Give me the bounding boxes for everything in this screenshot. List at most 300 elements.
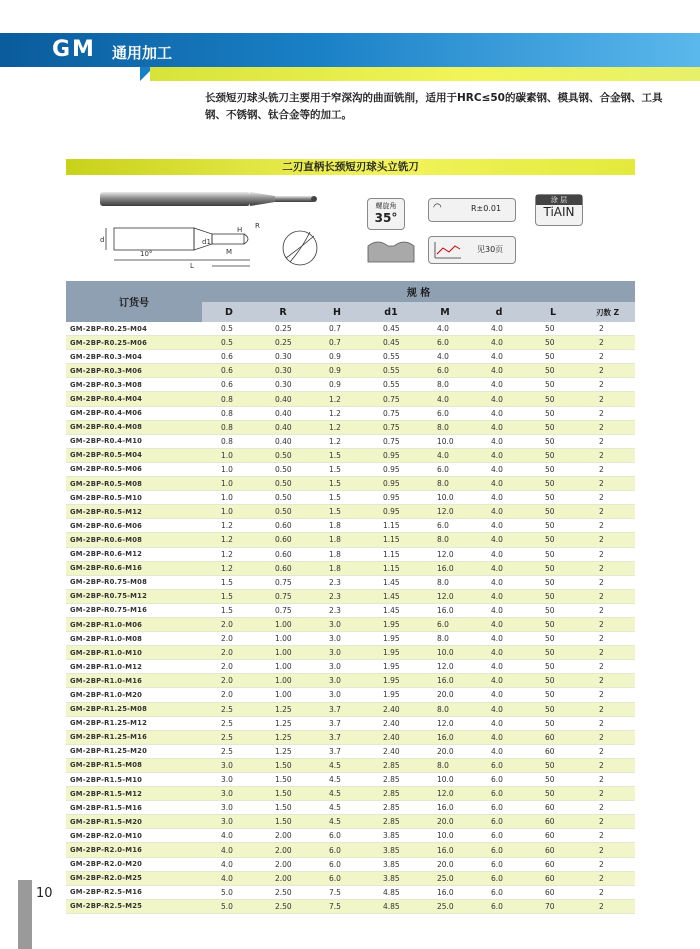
spec-cell: 1.95 — [364, 632, 418, 646]
spec-cell: 1.2 — [202, 519, 256, 533]
column-header: d — [472, 302, 526, 322]
spec-cell: 0.95 — [364, 505, 418, 519]
spec-cell: 0.8 — [202, 434, 256, 448]
column-header: R — [256, 302, 310, 322]
workpiece-icon — [366, 236, 416, 264]
spec-cell: 4.0 — [472, 589, 526, 603]
spec-cell: 16.0 — [418, 885, 472, 899]
table-row — [66, 519, 635, 533]
spec-cell: 2 — [580, 674, 635, 688]
table-row — [66, 857, 635, 871]
spec-cell: 6.0 — [472, 758, 526, 772]
spec-cell: 1.2 — [310, 434, 364, 448]
spec-cell: 4.5 — [310, 758, 364, 772]
spec-cell: 4.0 — [472, 322, 526, 336]
spec-cell: 20.0 — [418, 744, 472, 758]
spec-cell: 50 — [526, 336, 580, 350]
spec-cell: 2 — [580, 787, 635, 801]
spec-cell: 4.0 — [472, 730, 526, 744]
order-number-cell: GM-2BP-R0.3-M06 — [66, 364, 202, 378]
end-view-icon — [280, 228, 320, 268]
spec-cell: 2 — [580, 660, 635, 674]
spec-cell: 4.0 — [472, 434, 526, 448]
order-number-cell: GM-2BP-R0.4-M10 — [66, 434, 202, 448]
table-row — [66, 406, 635, 420]
spec-cell: 6.0 — [418, 462, 472, 476]
spec-header: 规 格 — [202, 281, 635, 302]
spec-cell: 4.0 — [202, 857, 256, 871]
spec-cell: 0.30 — [256, 364, 310, 378]
spec-cell: 3.0 — [310, 617, 364, 631]
spec-cell: 10.0 — [418, 773, 472, 787]
order-number-cell: GM-2BP-R1.5-M10 — [66, 773, 202, 787]
order-number-cell: GM-2BP-R0.6-M12 — [66, 547, 202, 561]
radius-tolerance: R±0.01 — [471, 204, 502, 213]
spec-cell: 0.60 — [256, 519, 310, 533]
spec-cell: 0.8 — [202, 406, 256, 420]
spec-cell: 8.0 — [418, 477, 472, 491]
column-header: D — [202, 302, 256, 322]
table-row — [66, 462, 635, 476]
header-stripe — [150, 67, 700, 81]
table-row — [66, 871, 635, 885]
spec-cell: 2 — [580, 448, 635, 462]
spec-cell: 1.8 — [310, 561, 364, 575]
spec-cell: 4.0 — [472, 505, 526, 519]
spec-cell: 50 — [526, 787, 580, 801]
table-row — [66, 364, 635, 378]
tool-photo — [100, 184, 330, 214]
spec-cell: 4.0 — [472, 336, 526, 350]
spec-cell: 0.45 — [364, 322, 418, 336]
table-row — [66, 533, 635, 547]
order-number-cell: GM-2BP-R0.5-M04 — [66, 448, 202, 462]
spec-cell: 2 — [580, 322, 635, 336]
spec-cell: 0.75 — [256, 603, 310, 617]
table-row — [66, 801, 635, 815]
table-row — [66, 632, 635, 646]
spec-cell: 16.0 — [418, 603, 472, 617]
spec-cell: 4.0 — [472, 519, 526, 533]
table-row — [66, 561, 635, 575]
table-row — [66, 716, 635, 730]
spec-cell: 50 — [526, 519, 580, 533]
spec-cell: 2 — [580, 843, 635, 857]
spec-cell: 10.0 — [418, 491, 472, 505]
table-row — [66, 448, 635, 462]
table-row — [66, 688, 635, 702]
spec-cell: 8.0 — [418, 378, 472, 392]
table-row — [66, 646, 635, 660]
spec-cell: 4.0 — [418, 350, 472, 364]
spec-cell: 60 — [526, 885, 580, 899]
spec-cell: 7.5 — [310, 899, 364, 913]
spec-cell: 2.3 — [310, 603, 364, 617]
ballnose-icon: ◠ — [433, 202, 442, 213]
spec-cell: 6.0 — [472, 843, 526, 857]
label-m: M — [226, 248, 233, 256]
spec-cell: 4.0 — [472, 448, 526, 462]
spec-cell: 3.85 — [364, 829, 418, 843]
spec-cell: 2 — [580, 462, 635, 476]
spec-cell: 4.0 — [472, 632, 526, 646]
order-number-cell: GM-2BP-R0.4-M04 — [66, 392, 202, 406]
spec-cell: 2 — [580, 589, 635, 603]
spec-cell: 4.0 — [472, 660, 526, 674]
label-h: H — [237, 226, 243, 234]
order-number-cell: GM-2BP-R1.0-M08 — [66, 632, 202, 646]
spec-cell: 50 — [526, 773, 580, 787]
spec-cell: 4.0 — [472, 617, 526, 631]
spec-cell: 50 — [526, 547, 580, 561]
spec-cell: 6.0 — [310, 871, 364, 885]
spec-cell: 4.0 — [472, 406, 526, 420]
spec-cell: 2 — [580, 336, 635, 350]
spec-cell: 1.15 — [364, 519, 418, 533]
spec-cell: 2.85 — [364, 815, 418, 829]
spec-cell: 1.50 — [256, 801, 310, 815]
spec-cell: 0.45 — [364, 336, 418, 350]
table-row — [66, 547, 635, 561]
spec-cell: 7.5 — [310, 885, 364, 899]
spec-cell: 2 — [580, 406, 635, 420]
spec-cell: 2 — [580, 575, 635, 589]
spec-cell: 3.85 — [364, 843, 418, 857]
spec-cell: 0.6 — [202, 378, 256, 392]
spec-cell: 2 — [580, 505, 635, 519]
spec-cell: 4.0 — [472, 392, 526, 406]
spec-cell: 0.50 — [256, 505, 310, 519]
spec-cell: 1.2 — [310, 420, 364, 434]
spec-cell: 4.0 — [202, 829, 256, 843]
spec-cell: 12.0 — [418, 505, 472, 519]
helix-label: 螺旋角 — [375, 202, 397, 210]
spec-cell: 50 — [526, 364, 580, 378]
spec-cell: 2 — [580, 632, 635, 646]
spec-cell: 60 — [526, 857, 580, 871]
order-number-cell: GM-2BP-R1.0-M12 — [66, 660, 202, 674]
order-number-cell: GM-2BP-R0.5-M10 — [66, 491, 202, 505]
order-number-cell: GM-2BP-R1.0-M20 — [66, 688, 202, 702]
spec-cell: 1.50 — [256, 773, 310, 787]
spec-cell: 2 — [580, 688, 635, 702]
spec-cell: 1.50 — [256, 815, 310, 829]
spec-cell: 2.00 — [256, 843, 310, 857]
spec-cell: 0.40 — [256, 420, 310, 434]
table-row — [66, 603, 635, 617]
spec-cell: 6.0 — [310, 843, 364, 857]
table-row — [66, 660, 635, 674]
spec-cell: 2 — [580, 899, 635, 913]
spec-cell: 2 — [580, 773, 635, 787]
spec-cell: 1.25 — [256, 702, 310, 716]
spec-cell: 2 — [580, 561, 635, 575]
spec-cell: 1.5 — [202, 575, 256, 589]
spec-cell: 1.5 — [310, 477, 364, 491]
order-number-cell: GM-2BP-R1.25-M08 — [66, 702, 202, 716]
table-row — [66, 730, 635, 744]
spec-cell: 4.0 — [418, 392, 472, 406]
spec-cell: 20.0 — [418, 857, 472, 871]
spec-cell: 3.0 — [202, 758, 256, 772]
spec-cell: 4.0 — [472, 378, 526, 392]
spec-cell: 50 — [526, 758, 580, 772]
spec-cell: 8.0 — [418, 758, 472, 772]
spec-cell: 1.00 — [256, 674, 310, 688]
spec-cell: 0.75 — [364, 406, 418, 420]
table-row — [66, 843, 635, 857]
spec-cell: 25.0 — [418, 899, 472, 913]
spec-cell: 1.5 — [310, 491, 364, 505]
intro-text: 长颈短刃球头铣刀主要用于窄深沟的曲面铣削，适用于HRC≤50的碳素钢、模具钢、合金钢、工具钢、不锈钢、钛合金等的加工。 — [205, 92, 663, 121]
spec-cell: 12.0 — [418, 660, 472, 674]
spec-cell: 4.0 — [472, 688, 526, 702]
page-edge-bar — [18, 880, 32, 949]
order-number-cell: GM-2BP-R1.25-M16 — [66, 730, 202, 744]
spec-cell: 3.0 — [202, 787, 256, 801]
table-row — [66, 434, 635, 448]
table-row — [66, 491, 635, 505]
spec-cell: 1.15 — [364, 561, 418, 575]
spec-cell: 50 — [526, 716, 580, 730]
spec-cell: 6.0 — [418, 336, 472, 350]
spec-cell: 4.0 — [472, 702, 526, 716]
spec-cell: 2 — [580, 364, 635, 378]
order-number-cell: GM-2BP-R1.0-M16 — [66, 674, 202, 688]
spec-cell: 1.95 — [364, 646, 418, 660]
table-row — [66, 829, 635, 843]
column-header: d1 — [364, 302, 418, 322]
spec-cell: 3.7 — [310, 702, 364, 716]
spec-cell: 3.0 — [202, 801, 256, 815]
table-row — [66, 744, 635, 758]
spec-cell: 0.50 — [256, 477, 310, 491]
spec-cell: 12.0 — [418, 589, 472, 603]
spec-cell: 2 — [580, 801, 635, 815]
spec-cell: 4.5 — [310, 773, 364, 787]
spec-cell: 4.0 — [472, 477, 526, 491]
order-number-cell: GM-2BP-R0.6-M16 — [66, 561, 202, 575]
column-header: L — [526, 302, 580, 322]
spec-cell: 1.45 — [364, 575, 418, 589]
table-row — [66, 674, 635, 688]
order-number-cell: GM-2BP-R1.5-M12 — [66, 787, 202, 801]
spec-cell: 1.2 — [202, 547, 256, 561]
order-number-cell: GM-2BP-R0.3-M04 — [66, 350, 202, 364]
spec-cell: 0.8 — [202, 420, 256, 434]
spec-cell: 5.0 — [202, 899, 256, 913]
product-title: 二刃直柄长颈短刃球头立铣刀 — [282, 161, 419, 173]
order-number-cell: GM-2BP-R1.25-M20 — [66, 744, 202, 758]
spec-cell: 2.0 — [202, 688, 256, 702]
spec-cell: 16.0 — [418, 674, 472, 688]
spec-cell: 0.50 — [256, 448, 310, 462]
order-number-cell: GM-2BP-R0.75-M08 — [66, 575, 202, 589]
spec-cell: 1.95 — [364, 617, 418, 631]
table-row — [66, 899, 635, 913]
spec-cell: 12.0 — [418, 547, 472, 561]
spec-cell: 50 — [526, 632, 580, 646]
spec-cell: 4.0 — [472, 674, 526, 688]
order-number-cell: GM-2BP-R2.0-M20 — [66, 857, 202, 871]
table-row — [66, 773, 635, 787]
spec-cell: 0.75 — [364, 420, 418, 434]
order-number-cell: GM-2BP-R1.5-M20 — [66, 815, 202, 829]
spec-cell: 50 — [526, 350, 580, 364]
spec-cell: 1.2 — [310, 406, 364, 420]
table-row — [66, 815, 635, 829]
spec-cell: 50 — [526, 434, 580, 448]
spec-cell: 20.0 — [418, 815, 472, 829]
spec-cell: 0.30 — [256, 378, 310, 392]
spec-cell: 4.0 — [472, 533, 526, 547]
spec-cell: 50 — [526, 462, 580, 476]
spec-cell: 1.45 — [364, 589, 418, 603]
cutting-data-badge — [428, 236, 516, 264]
spec-cell: 0.9 — [310, 350, 364, 364]
spec-cell: 0.5 — [202, 336, 256, 350]
label-angle: 10° — [140, 250, 153, 258]
table-row — [66, 350, 635, 364]
spec-cell: 4.0 — [472, 462, 526, 476]
coating-value: TiAIN — [543, 205, 575, 219]
spec-cell: 0.40 — [256, 406, 310, 420]
table-row — [66, 589, 635, 603]
spec-cell: 0.7 — [310, 336, 364, 350]
spec-cell: 0.5 — [202, 322, 256, 336]
spec-cell: 4.0 — [472, 603, 526, 617]
spec-cell: 3.0 — [310, 660, 364, 674]
spec-cell: 0.95 — [364, 477, 418, 491]
spec-cell: 60 — [526, 801, 580, 815]
spec-table — [66, 281, 635, 914]
spec-cell: 2 — [580, 519, 635, 533]
spec-cell: 3.0 — [310, 674, 364, 688]
spec-cell: 2 — [580, 885, 635, 899]
spec-cell: 6.0 — [472, 787, 526, 801]
spec-cell: 2 — [580, 617, 635, 631]
spec-cell: 4.0 — [472, 491, 526, 505]
spec-cell: 2.5 — [202, 716, 256, 730]
spec-cell: 0.25 — [256, 336, 310, 350]
spec-cell: 2.00 — [256, 857, 310, 871]
spec-cell: 0.75 — [364, 392, 418, 406]
spec-cell: 0.55 — [364, 350, 418, 364]
spec-cell: 4.85 — [364, 899, 418, 913]
spec-cell: 2 — [580, 857, 635, 871]
order-number-cell: GM-2BP-R1.25-M12 — [66, 716, 202, 730]
spec-cell: 50 — [526, 406, 580, 420]
spec-cell: 10.0 — [418, 829, 472, 843]
order-number-cell: GM-2BP-R0.25-M06 — [66, 336, 202, 350]
order-number-cell: GM-2BP-R0.4-M06 — [66, 406, 202, 420]
table-row — [66, 322, 635, 336]
spec-cell: 20.0 — [418, 688, 472, 702]
spec-cell: 4.0 — [472, 561, 526, 575]
feed-reference: 见30页 — [477, 245, 504, 254]
spec-cell: 4.0 — [472, 364, 526, 378]
spec-cell: 50 — [526, 322, 580, 336]
spec-cell: 0.25 — [256, 322, 310, 336]
spec-cell: 1.2 — [202, 561, 256, 575]
order-number-cell: GM-2BP-R1.0-M10 — [66, 646, 202, 660]
spec-cell: 5.0 — [202, 885, 256, 899]
product-drawings — [90, 180, 640, 272]
spec-cell: 1.8 — [310, 547, 364, 561]
spec-cell: 1.25 — [256, 716, 310, 730]
order-number-cell: GM-2BP-R0.75-M12 — [66, 589, 202, 603]
spec-cell: 0.75 — [256, 575, 310, 589]
spec-cell: 0.7 — [310, 322, 364, 336]
spec-cell: 0.75 — [364, 434, 418, 448]
spec-cell: 50 — [526, 646, 580, 660]
table-row — [66, 617, 635, 631]
spec-cell: 4.0 — [202, 871, 256, 885]
spec-cell: 6.0 — [472, 871, 526, 885]
spec-cell: 2.00 — [256, 871, 310, 885]
order-number-cell: GM-2BP-R0.5-M12 — [66, 505, 202, 519]
spec-cell: 0.60 — [256, 561, 310, 575]
spec-cell: 3.0 — [310, 688, 364, 702]
spec-cell: 3.0 — [202, 815, 256, 829]
spec-cell: 0.6 — [202, 350, 256, 364]
spec-cell: 60 — [526, 843, 580, 857]
spec-cell: 4.0 — [472, 646, 526, 660]
spec-cell: 1.00 — [256, 632, 310, 646]
spec-cell: 0.6 — [202, 364, 256, 378]
spec-cell: 4.0 — [472, 744, 526, 758]
tool-dimension-drawing — [100, 220, 280, 272]
spec-cell: 2 — [580, 420, 635, 434]
spec-cell: 2 — [580, 730, 635, 744]
section-title: 通用加工 — [112, 44, 173, 62]
spec-cell: 6.0 — [310, 857, 364, 871]
spec-cell: 2 — [580, 716, 635, 730]
table-row — [66, 477, 635, 491]
spec-cell: 8.0 — [418, 702, 472, 716]
order-number-cell: GM-2BP-R2.0-M25 — [66, 871, 202, 885]
order-number-cell: GM-2BP-R1.5-M08 — [66, 758, 202, 772]
spec-cell: 16.0 — [418, 730, 472, 744]
spec-cell: 4.0 — [202, 843, 256, 857]
table-row — [66, 885, 635, 899]
spec-cell: 2.5 — [202, 702, 256, 716]
spec-cell: 8.0 — [418, 420, 472, 434]
spec-cell: 2.85 — [364, 801, 418, 815]
spec-cell: 1.2 — [202, 533, 256, 547]
spec-cell: 1.5 — [202, 603, 256, 617]
order-number-cell: GM-2BP-R0.6-M08 — [66, 533, 202, 547]
spec-cell: 1.0 — [202, 491, 256, 505]
table-row — [66, 420, 635, 434]
spec-cell: 6.0 — [310, 829, 364, 843]
table-row — [66, 758, 635, 772]
spec-cell: 0.95 — [364, 462, 418, 476]
spec-cell: 2.0 — [202, 660, 256, 674]
spec-cell: 2.0 — [202, 646, 256, 660]
label-r: R — [255, 222, 260, 230]
column-header: 刃数 Z — [580, 302, 635, 322]
spec-cell: 2.85 — [364, 773, 418, 787]
column-header: M — [418, 302, 472, 322]
spec-cell: 50 — [526, 477, 580, 491]
spec-cell: 6.0 — [472, 801, 526, 815]
spec-cell: 2.40 — [364, 744, 418, 758]
spec-cell: 1.15 — [364, 533, 418, 547]
spec-cell: 50 — [526, 378, 580, 392]
order-number-cell: GM-2BP-R1.0-M06 — [66, 617, 202, 631]
spec-cell: 2.85 — [364, 758, 418, 772]
